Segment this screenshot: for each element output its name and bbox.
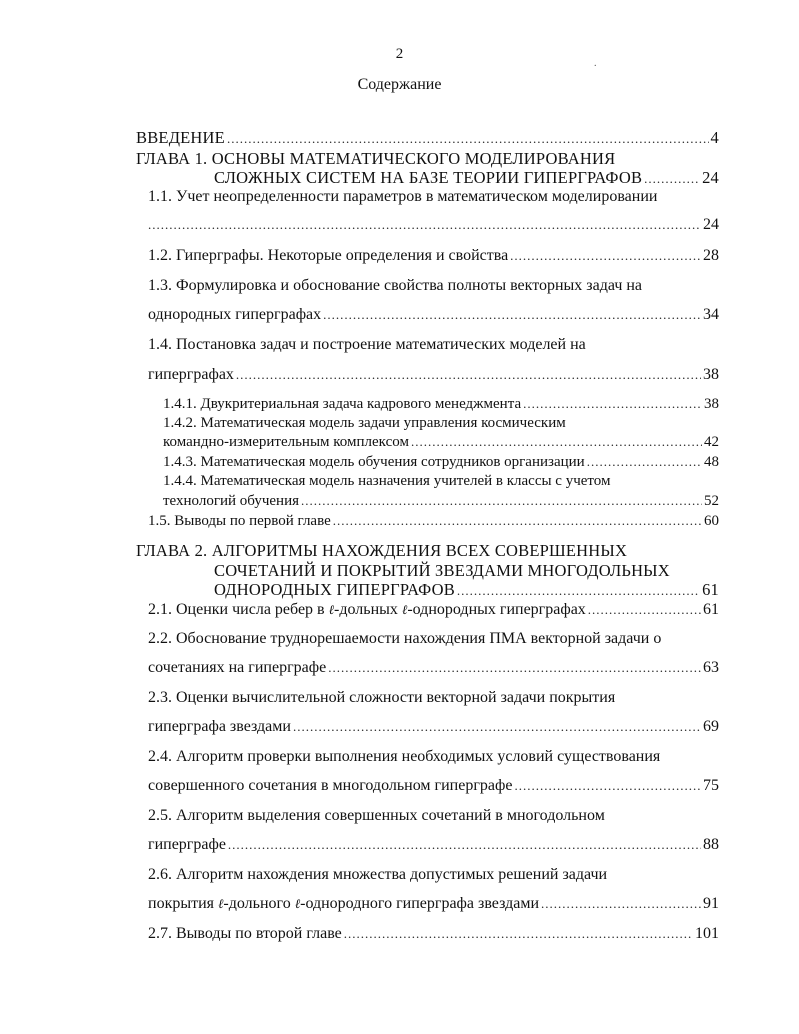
ell-symbol: ℓ <box>328 603 335 618</box>
scan-speck: . <box>594 58 597 69</box>
toc-entry-1-4-2-line1[interactable]: 1.4.2. Математическая модель задачи управления космическим <box>163 415 566 431</box>
toc-entry-2-4[interactable]: совершенного сочетания в многодольном гиперграфе ..... 75 <box>148 777 719 795</box>
ell-symbol: ℓ <box>294 897 301 912</box>
toc-entry-1-4-1[interactable]: 1.4.1. Двукритериальная задача кадрового менеджмента ..... 38 <box>163 396 719 413</box>
toc-entry-1-1-line1[interactable]: 1.1. Учет неопределенности параметров в математическом моделировании <box>148 188 658 205</box>
page-number: 2 <box>395 46 404 62</box>
toc-chapter-1-line1[interactable]: ГЛАВА 1. ОСНОВЫ МАТЕМАТИЧЕСКОГО МОДЕЛИРОВАНИЯ <box>136 149 616 168</box>
toc-entry-2-5[interactable]: гиперграфе ..... 88 <box>148 836 719 854</box>
toc-entry-2-2-line1[interactable]: 2.2. Обоснование труднорешаемости нахождения ПМА векторной задачи о <box>148 630 662 647</box>
toc-entry-1-4[interactable]: гиперграфах ..... 38 <box>148 366 719 384</box>
toc-entry-intro[interactable]: ВВЕДЕНИЕ ..... 4 <box>136 128 719 148</box>
toc-entry-1-5[interactable]: 1.5. Выводы по первой главе ..... 60 <box>148 513 719 530</box>
toc-chapter-2-line1[interactable]: ГЛАВА 2. АЛГОРИТМЫ НАХОЖДЕНИЯ ВСЕХ СОВЕРШЕННЫХ <box>136 541 628 560</box>
toc-entry-1-2[interactable]: 1.2. Гиперграфы. Некоторые определения и свойства ..... 28 <box>148 247 719 265</box>
toc-entry-2-6[interactable]: покрытия ℓ-дольного ℓ-однородного гиперграфа звездами ..... 91 <box>148 895 719 913</box>
toc-entry-2-2[interactable]: сочетаниях на гиперграфе ..... 63 <box>148 659 719 677</box>
toc-chapter-2[interactable]: ОДНОРОДНЫХ ГИПЕРГРАФОВ ..... 61 <box>214 580 719 600</box>
page-title: Содержание <box>357 76 442 93</box>
toc-entry-1-3[interactable]: однородных гиперграфах ..... 34 <box>148 306 719 324</box>
toc-entry-1-3-line1[interactable]: 1.3. Формулировка и обоснование свойства полноты векторных задач на <box>148 277 643 294</box>
toc-entry-1-4-3[interactable]: 1.4.3. Математическая модель обучения сотрудников организации ..... 48 <box>163 454 719 471</box>
toc-chapter-2-line2[interactable]: СОЧЕТАНИЙ И ПОКРЫТИЙ ЗВЕЗДАМИ МНОГОДОЛЬНЫХ <box>214 561 670 580</box>
toc-entry-1-4-4-line1[interactable]: 1.4.4. Математическая модель назначения учителей в классы с учетом <box>163 473 611 489</box>
toc-entry-1-4-line1[interactable]: 1.4. Постановка задач и построение математических моделей на <box>148 336 586 353</box>
toc-entry-2-4-line1[interactable]: 2.4. Алгоритм проверки выполнения необходимых условий существования <box>148 748 661 765</box>
toc-entry-2-6-line1[interactable]: 2.6. Алгоритм нахождения множества допустимых решений задачи <box>148 866 608 883</box>
toc-entry-1-1[interactable]: ..... 24 <box>148 216 719 234</box>
toc-entry-1-4-4[interactable]: технологий обучения ..... 52 <box>163 493 719 510</box>
toc-entry-2-3-line1[interactable]: 2.3. Оценки вычислительной сложности векторной задачи покрытия <box>148 689 616 706</box>
toc-entry-2-7[interactable]: 2.7. Выводы по второй главе ..... 101 <box>148 925 719 943</box>
ell-symbol: ℓ <box>401 603 408 618</box>
toc-entry-2-3[interactable]: гиперграфа звездами ..... 69 <box>148 718 719 736</box>
toc-chapter-1[interactable]: СЛОЖНЫХ СИСТЕМ НА БАЗЕ ТЕОРИИ ГИПЕРГРАФОВ ..... 24 <box>214 168 719 188</box>
toc-entry-1-4-2[interactable]: командно-измерительным комплексом ..... 42 <box>163 434 719 451</box>
ell-symbol: ℓ <box>218 897 224 912</box>
toc-entry-2-5-line1[interactable]: 2.5. Алгоритм выделения совершенных сочетаний в многодольном <box>148 807 605 824</box>
toc-entry-2-1[interactable]: 2.1. Оценки числа ребер в ℓ-дольных ℓ-однородных гиперграфах ..... 61 <box>148 601 719 619</box>
